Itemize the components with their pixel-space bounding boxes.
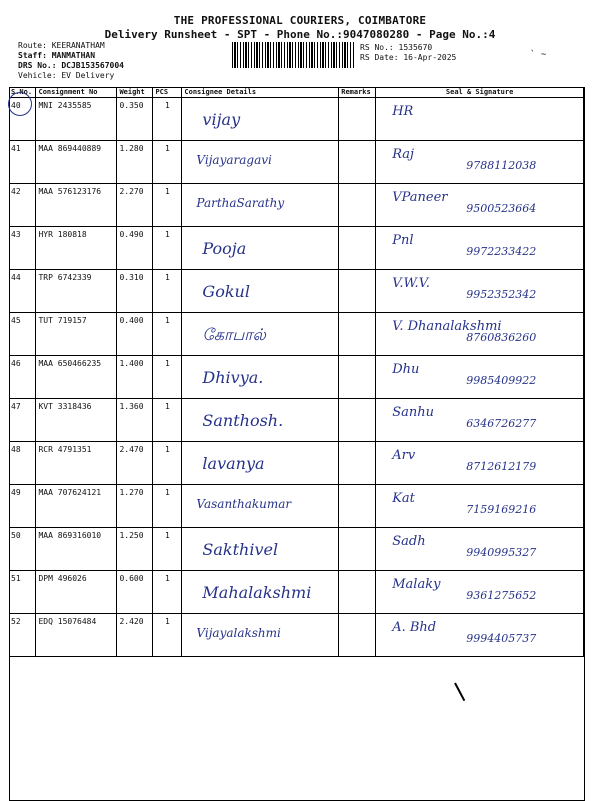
serial-number: 44 — [9, 270, 36, 313]
rs-info — [360, 43, 456, 63]
weight-value: 1.250 — [117, 528, 153, 571]
signature-cell — [376, 98, 584, 141]
consignee-cell — [182, 270, 339, 313]
weight-value: 2.470 — [117, 442, 153, 485]
col-remarks: Remarks — [339, 87, 376, 98]
signature-handwriting: HR — [392, 104, 414, 119]
consignment-number: MAA 869440889 — [36, 141, 117, 184]
signature-cell — [376, 485, 584, 528]
weight-value: 2.420 — [117, 614, 153, 657]
consignee-handwriting: lavanya — [202, 454, 265, 473]
consignee-handwriting: Santhosh. — [202, 411, 284, 430]
phone-handwriting: 9500523664 — [466, 202, 537, 215]
col-sno: S.No. — [9, 87, 36, 98]
weight-value: 0.400 — [117, 313, 153, 356]
consignment-number: TRP 6742339 — [36, 270, 117, 313]
col-consignment: Consignment No — [36, 87, 117, 98]
col-consignee: Consignee Details — [182, 87, 339, 98]
signature-handwriting: V.W.V. — [392, 276, 430, 291]
remarks-cell — [339, 313, 376, 356]
remarks-cell — [339, 571, 376, 614]
signature-handwriting: Dhu — [392, 362, 420, 377]
phone-handwriting: 9940995327 — [466, 546, 537, 559]
table-row — [9, 442, 584, 485]
serial-number: 49 — [9, 485, 36, 528]
pieces-count: 1 — [153, 270, 182, 313]
signature-handwriting: Pnl — [392, 233, 414, 248]
signature-handwriting: Arv — [392, 448, 416, 463]
pieces-count: 1 — [153, 399, 182, 442]
consignee-handwriting: கோபால் — [202, 325, 266, 344]
signature-cell — [376, 313, 584, 356]
margin-marks: ` ~ — [530, 50, 547, 60]
serial-number: 48 — [9, 442, 36, 485]
phone-handwriting: 9952352342 — [466, 288, 537, 301]
signature-cell — [376, 356, 584, 399]
route-label: Route: KEERANATHAM — [18, 41, 105, 50]
phone-handwriting: 9972233422 — [466, 245, 537, 258]
serial-number: 40 — [9, 98, 36, 141]
serial-number: 45 — [9, 313, 36, 356]
signature-cell — [376, 442, 584, 485]
col-weight: Weight — [117, 87, 153, 98]
serial-number: 43 — [9, 227, 36, 270]
consignment-number: MAA 650466235 — [36, 356, 117, 399]
col-signature: Seal & Signature — [376, 87, 584, 98]
pieces-count: 1 — [153, 442, 182, 485]
serial-number: 42 — [9, 184, 36, 227]
remarks-cell — [339, 356, 376, 399]
pieces-count: 1 — [153, 313, 182, 356]
table-row — [9, 571, 584, 614]
pieces-count: 1 — [153, 571, 182, 614]
consignment-number: TUT 719157 — [36, 313, 117, 356]
weight-value: 0.310 — [117, 270, 153, 313]
phone-handwriting: 8760836260 — [466, 331, 537, 344]
table-row — [9, 270, 584, 313]
table-row — [9, 141, 584, 184]
table-row — [9, 528, 584, 571]
consignment-number: DPM 496026 — [36, 571, 117, 614]
runsheet-subtitle: Delivery Runsheet - SPT - Phone No.:9047080280 - Page No.:4 — [104, 28, 496, 41]
signature-handwriting: A. Bhd — [392, 620, 437, 635]
pieces-count: 1 — [153, 227, 182, 270]
consignee-handwriting: Sakthivel — [202, 540, 279, 559]
phone-handwriting: 9985409922 — [466, 374, 537, 387]
signature-cell — [376, 141, 584, 184]
signature-cell — [376, 614, 584, 657]
consignment-number: EDQ 15076484 — [36, 614, 117, 657]
pieces-count: 1 — [153, 141, 182, 184]
signature-cell — [376, 528, 584, 571]
table-row — [9, 399, 584, 442]
weight-value: 1.400 — [117, 356, 153, 399]
phone-handwriting: 6346726277 — [466, 417, 537, 430]
consignee-cell — [182, 442, 339, 485]
weight-value: 1.270 — [117, 485, 153, 528]
consignee-cell — [182, 571, 339, 614]
table-row — [9, 485, 584, 528]
serial-number: 46 — [9, 356, 36, 399]
barcode — [232, 42, 354, 68]
remarks-cell — [339, 399, 376, 442]
drs-number: DRS No.: DCJB153567004 — [18, 61, 124, 70]
signature-cell — [376, 227, 584, 270]
consignee-cell — [182, 98, 339, 141]
consignee-handwriting: Pooja — [202, 239, 247, 258]
route-info — [18, 41, 124, 81]
consignee-handwriting: Vijayalakshmi — [196, 626, 281, 640]
table-row — [9, 313, 584, 356]
remarks-cell — [339, 98, 376, 141]
remarks-cell — [339, 528, 376, 571]
consignee-cell — [182, 614, 339, 657]
col-pcs: PCS — [153, 87, 182, 98]
consignee-cell — [182, 227, 339, 270]
company-title: THE PROFESSIONAL COURIERS, COIMBATORE — [173, 14, 427, 27]
remarks-cell — [339, 485, 376, 528]
remarks-cell — [339, 270, 376, 313]
consignment-number: MAA 707624121 — [36, 485, 117, 528]
consignee-cell — [182, 184, 339, 227]
pieces-count: 1 — [153, 184, 182, 227]
consignment-number: RCR 4791351 — [36, 442, 117, 485]
remarks-cell — [339, 227, 376, 270]
consignee-cell — [182, 313, 339, 356]
consignee-handwriting: vijay — [202, 110, 241, 129]
signature-cell — [376, 270, 584, 313]
remarks-cell — [339, 614, 376, 657]
consignment-number: MAA 576123176 — [36, 184, 117, 227]
weight-value: 1.280 — [117, 141, 153, 184]
consignee-handwriting: Mahalakshmi — [202, 583, 312, 602]
ink-circle — [8, 92, 32, 116]
weight-value: 0.600 — [117, 571, 153, 614]
consignee-cell — [182, 141, 339, 184]
rs-date: RS Date: 16-Apr-2025 — [360, 53, 457, 62]
phone-handwriting: 9788112038 — [466, 159, 537, 172]
consignee-cell — [182, 399, 339, 442]
serial-number: 47 — [9, 399, 36, 442]
consignment-number: MNI 2435585 — [36, 98, 117, 141]
pieces-count: 1 — [153, 614, 182, 657]
phone-handwriting: 9994405737 — [466, 632, 537, 645]
consignee-handwriting: Dhivya. — [202, 368, 264, 387]
staff-label: Staff: MANMATHAN — [18, 51, 96, 60]
table-row — [9, 184, 584, 227]
signature-cell — [376, 184, 584, 227]
signature-handwriting: Sanhu — [392, 405, 434, 420]
table-row — [9, 98, 584, 141]
consignee-cell — [182, 356, 339, 399]
consignment-number: KVT 3318436 — [36, 399, 117, 442]
remarks-cell — [339, 442, 376, 485]
weight-value: 1.360 — [117, 399, 153, 442]
consignee-handwriting: Gokul — [202, 282, 250, 301]
signature-handwriting: Raj — [392, 147, 415, 162]
signature-handwriting: V. Dhanalakshmi — [392, 319, 502, 334]
consignment-number: MAA 869316010 — [36, 528, 117, 571]
serial-number: 52 — [9, 614, 36, 657]
pieces-count: 1 — [153, 98, 182, 141]
weight-value: 2.270 — [117, 184, 153, 227]
pieces-count: 1 — [153, 356, 182, 399]
rs-number: RS No.: 1535670 — [360, 43, 433, 52]
remarks-cell — [339, 141, 376, 184]
pieces-count: 1 — [153, 528, 182, 571]
weight-value: 0.490 — [117, 227, 153, 270]
vehicle-label: Vehicle: EV Delivery — [18, 71, 115, 80]
serial-number: 50 — [9, 528, 36, 571]
signature-cell — [376, 399, 584, 442]
consignee-cell — [182, 528, 339, 571]
consignee-handwriting: ParthaSarathy — [196, 196, 285, 210]
signature-cell — [376, 571, 584, 614]
signature-handwriting: Sadh — [392, 534, 426, 549]
signature-handwriting: Malaky — [392, 577, 441, 592]
serial-number: 41 — [9, 141, 36, 184]
table-row — [9, 614, 584, 657]
weight-value: 0.350 — [117, 98, 153, 141]
consignment-number: HYR 180818 — [36, 227, 117, 270]
remarks-cell — [339, 184, 376, 227]
signature-handwriting: VPaneer — [392, 190, 448, 205]
pieces-count: 1 — [153, 485, 182, 528]
consignee-handwriting: Vijayaragavi — [196, 153, 272, 167]
table-row — [9, 227, 584, 270]
consignee-cell — [182, 485, 339, 528]
consignee-handwriting: Vasanthakumar — [196, 497, 292, 511]
phone-handwriting: 7159169216 — [466, 503, 537, 516]
phone-handwriting: 9361275652 — [466, 589, 537, 602]
phone-handwriting: 8712612179 — [466, 460, 537, 473]
runsheet-table — [9, 87, 584, 657]
table-header-row — [9, 87, 584, 98]
signature-handwriting: Kat — [392, 491, 415, 506]
serial-number: 51 — [9, 571, 36, 614]
table-row — [9, 356, 584, 399]
